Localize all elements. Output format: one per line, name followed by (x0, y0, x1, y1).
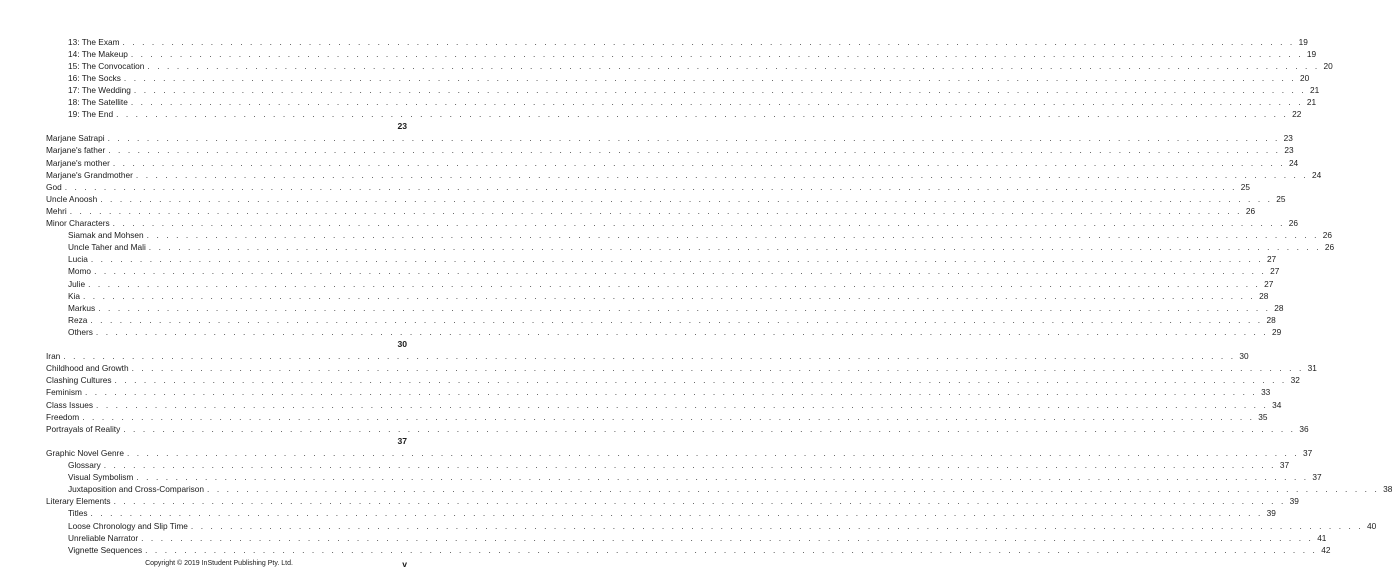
toc-entry-title: Markus (68, 302, 96, 313)
dot-leader: . . . . . . . . . . . . . . . . . . . . . . . . . . . . . . . . . . . . . . . . . . . . . . . . . . . . . . . . . . . . . . . . . . . . . . . . . . . . . . . . . . . . . . . . . . . . . . . . . . . . . . . . . . . . . . . . . . . . . . . . (88, 278, 1261, 289)
toc-entry-title: Juxtaposition and Cross-Comparison (68, 484, 205, 495)
dot-leader: . . . . . . . . . . . . . . . . . . . . . . . . . . . . . . . . . . . . . . . . . . . . . . . . . . . . . . . . . . . . . . . . . . . . . . . . . . . . . . . . . . . . . . . . . . . . . . . . . . . . . . . . . . . . . . . . . . . . . . . . (148, 242, 1322, 253)
toc-entry-title: Graphic Novel Genre (46, 447, 124, 458)
toc-entry-title: Marjane's mother (46, 157, 110, 168)
toc-entry[interactable] (46, 362, 1317, 374)
toc-entry-title: 13: The Exam (68, 36, 120, 47)
toc-entry[interactable] (68, 278, 1274, 290)
toc-entry-title: Freedom (46, 411, 80, 422)
toc-entry[interactable] (68, 483, 1392, 495)
toc-entry[interactable] (46, 374, 1300, 386)
toc-entry[interactable] (46, 157, 1299, 169)
dot-leader: . . . . . . . . . . . . . . . . . . . . . . . . . . . . . . . . . . . . . . . . . . . . . . . . . . . . . . . . . . . . . . . . . . . . . . . . . . . . . . . . . . . . . . . . . . . . . . . . . . . . . . . . . . . . . . . . . . . . . . . . (69, 205, 1243, 216)
toc-entry-page: 26 (1324, 242, 1335, 253)
dot-leader: . . . . . . . . . . . . . . . . . . . . . . . . . . . . . . . . . . . . . . . . . . . . . . . . . . . . . . . . . . . . . . . . . . . . . . . . . . . . . . . . . . . . . . . . . . . . . . . . . . . . . . . . . . . . . . . . . . . . . . . . (107, 133, 1280, 144)
dot-leader: . . . . . . . . . . . . . . . . . . . . . . . . . . . . . . . . . . . . . . . . . . . . . . . . . . . . . . . . . . . . . . . . . . . . . . . . . . . . . . . . . . . . . . . . . . . . . . . . . . . . . . . . . . . . . . . . . . . . . . . . (82, 411, 1255, 422)
toc-chapter-entry[interactable] (0, 435, 407, 447)
toc-entry-page: 26 (1288, 218, 1298, 228)
toc-entry[interactable] (46, 399, 1282, 411)
dot-leader: . . . . . . . . . . . . . . . . . . . . . . . . . . . . . . . . . . . . . . . . . . . . . . . . . . . . . . . . . . . . . . . . . . . . . . . . . . . . . . . . . . . . . . . . . . . . . . . . . . . . . . . . . . . . . . . . . . . . . . . . (123, 72, 1297, 83)
toc-entry[interactable] (68, 544, 1331, 556)
toc-entry[interactable] (68, 459, 1290, 471)
dot-leader: . . . . . . . . . . . . . . . . . . . . . . . . . . . . . . . . . . . . . . . . . . . . . . . . . . . . . . . . . . . . . . . . . . . . . . . . . . . . . . . . . . . . . . . . . . . . . . . . . . . . . . . . . . . . . . . . . . . . . . . . (123, 423, 1296, 434)
toc-entry-page: 30 (1239, 351, 1249, 362)
toc-entry-page: 19 (1306, 48, 1317, 59)
toc-entry-title: Minor Characters (46, 218, 110, 228)
toc-entry-page: 23 (1284, 145, 1294, 156)
toc-entry-title: God (46, 181, 62, 192)
dot-leader: . . . . . . . . . . . . . . . . . . . . . . . . . . . . . . . . . . . . . . . . . . . . . . . . . . . . . . . . . . . . . . . . . . . . . . . . . . . . . . . . . . . . . . . . . . . . . . . . . . . . . . . . . . . . . . . . . . . . . . . . (108, 145, 1281, 156)
dot-leader: . . . . . . . . . . . . . . . . . . . . . . . . . . . . . . . . . . . . . . . . . . . . . . . . . . . . . . . . . . . . . . . . . . . . . . . . . . . . . . . . . . . . . . . . . . . . . . . . . . . . . . . . . . . . . . . . . . . . . . . . (100, 193, 1273, 204)
toc-entry[interactable] (68, 253, 1277, 265)
toc-entry-page: 37 (1279, 460, 1290, 470)
toc-entry-title: Marjane's Grandmother (46, 169, 133, 180)
toc-entry-title: Titles (68, 508, 88, 519)
toc-entry-title: Mehri (46, 205, 67, 216)
toc-entry-page: 31 (1307, 363, 1317, 374)
toc-entry-title: Visual Symbolism (68, 472, 134, 483)
dot-leader: . . . . . . . . . . . . . . . . . . . . . . . . . . . . . . . . . . . . . . . . . . . . . . . . . . . . . . . . . . . . . . . . . . . . . . . . . . . . . . . . . . . . . . . . . . . . . . . . . . . . . . . . . . . . . . . . . . . . . . . . (95, 326, 1269, 337)
toc-entry[interactable] (46, 193, 1286, 205)
toc-entry[interactable] (46, 386, 1271, 398)
toc-chapter-entry[interactable] (0, 120, 407, 132)
toc-entry[interactable] (68, 229, 1332, 241)
toc-entry[interactable] (68, 96, 1317, 108)
toc-entry-page: 42 (1321, 544, 1331, 555)
dot-leader: . . . . . . . . . . . . . . . . . . . . . . . . . . . . . . . . . . . . . . . . . . . . . . . . . . . . . . . . . . . . . . . . . . . . . . . . . . . . . . . . . . . . . . . . . . . . . . . . . . . . . . . . . . . . . . . . . . . . . . . . (94, 266, 1267, 277)
toc-entry[interactable] (46, 181, 1251, 193)
dot-leader: . . . . . . . . . . . . . . . . . . . . . . . . . . . . . . . . . . . . . . . . . . . . . . . . . . . . . . . . . . . . . . . . . . . . . . . . . . . . . . . . . . . . . . . . . . . . . . . . . . . . . . . . . . . . . . . . . . . . . . . . (133, 84, 1307, 95)
dot-leader: . . . . . . . . . . . . . . . . . . . . . . . . . . . . . . . . . . . . . . . . . . . . . . . . . . . . . . . . . . . . . . . . . . . . . . . . . . . . . . . . . . . . . . . . . . . . . . . . . . . . . . . . . . . . . . . . . . . . . . . . (112, 157, 1286, 168)
toc-entry-title: 15: The Convocation (68, 60, 145, 71)
toc-entry[interactable] (46, 217, 1298, 229)
toc-entry[interactable] (68, 471, 1322, 483)
toc-entry[interactable] (68, 302, 1284, 314)
toc-entry[interactable] (68, 507, 1276, 519)
toc-entry-title: 17: The Wedding (68, 84, 131, 95)
toc-entry-title: Iran (46, 351, 61, 362)
dot-leader: . . . . . . . . . . . . . . . . . . . . . . . . . . . . . . . . . . . . . . . . . . . . . . . . . . . . . . . . . . . . . . . . . . . . . . . . . . . . . . . . . . . . . . . . . . . . . . . . . . . . . . . . . . . . . . . . . . . . . . . . (135, 169, 1309, 180)
dot-leader: . . . . . . . . . . . . . . . . . . . . . . . . . . . . . . . . . . . . . . . . . . . . . . . . . . . . . . . . . . . . . . . . . . . . . . . . . . . . . . . . . . . . . . . . . . . . . . . . . . . . . . . . . . . . . . . . . . . . . . . . (64, 181, 1238, 192)
toc-entry-title: 19: The End (68, 109, 114, 120)
toc-entry[interactable] (68, 36, 1308, 48)
toc-entry-page: 28 (1266, 314, 1276, 325)
toc-entry[interactable] (68, 72, 1310, 84)
toc-entry-title: Glossary (68, 460, 101, 470)
toc-entry[interactable] (68, 84, 1320, 96)
toc-entry-title: Loose Chronology and Slip Time (68, 520, 188, 531)
dot-leader: . . . . . . . . . . . . . . . . . . . . . . . . . . . . . . . . . . . . . . . . . . . . . . . . . . . . . . . . . . . . . . . . . . . . . . . . . . . . . . . . . . . . . . . . . . . . . . . . . . . . . . . . . . . . . . . . . . . . . . . . (114, 375, 1287, 386)
toc-entry-title: Unreliable Narrator (68, 532, 139, 543)
copyright-notice: Copyright © 2019 InStudent Publishing Pty. Ltd. (145, 560, 293, 567)
toc-entry-title: Marjane Satrapi (46, 133, 105, 144)
toc-entry[interactable] (68, 48, 1317, 60)
toc-entry-title: 14: The Makeup (68, 48, 128, 59)
page-number: v (402, 559, 407, 569)
toc-entry-title: Uncle Anoosh (46, 193, 98, 204)
dot-leader: . . . . . . . . . . . . . . . . . . . . . . . . . . . . . . . . . . . . . . . . . . . . . . . . . . . . . . . . . . . . . . . . . . . . . . . . . . . . . . . . . . . . . . . . . . . . . . . . . . . . . . . . . . . . . . . . . . . . . . . . (90, 254, 1264, 265)
toc-entry-page: 23 (1283, 133, 1293, 144)
toc-entry[interactable] (46, 169, 1322, 181)
toc-entry-page: 35 (1258, 411, 1268, 422)
toc-entry-page: 41 (1317, 532, 1327, 543)
toc-entry-page: 30 (397, 339, 407, 349)
toc-entry[interactable] (68, 520, 1377, 532)
dot-leader: . . . . . . . . . . . . . . . . . . . . . . . . . . . . . . . . . . . . . . . . . . . . . . . . . . . . . . . . . . . . . . . . . . . . . . . . . . . . . . . . . . . . . . . . . . . . . . . . . . . . . . . . . . . . . . . . . . . . . . . . (130, 48, 1304, 59)
toc-entry[interactable] (46, 350, 1249, 362)
dot-leader: . . . . . . . . . . . . . . . . . . . . . . . . . . . . . . . . . . . . . . . . . . . . . . . . . . . . . . . . . . . . . . . . . . . . . . . . . . . . . . . . . . . . . . . . . . . . . . . . . . . . . . . . . . . . . . . . . . . . . . . . (90, 314, 1263, 325)
toc-entry-title: Lucia (68, 254, 88, 265)
toc-entry-page: 28 (1259, 290, 1269, 301)
dot-leader: . . . . . . . . . . . . . . . . . . . . . . . . . . . . . . . . . . . . . . . . . . . . . . . . . . . . . . . . . . . . . . . . . . . . . . . . . . . . . . . . . . . . . . . . . . . . . . . . . . . . . . . . . . . . . . . . . . . . . . . . (63, 351, 1236, 362)
toc-entry[interactable] (68, 60, 1333, 72)
dot-leader: . . . . . . . . . . . . . . . . . . . . . . . . . . . . . . . . . . . . . . . . . . . . . . . . . . . . . . . . . . . . . . . . . . . . . . . . . . . . . . . . . . . . . . . . . . . . . . . . . . . . . . . . . . . . . . . . . . . . . . . . (145, 544, 1318, 555)
toc-entry[interactable] (46, 411, 1268, 423)
toc-entry-page: 37 (397, 435, 407, 446)
toc-entry[interactable] (46, 132, 1293, 144)
dot-leader: . . . . . . . . . . . . . . . . . . . . . . . . . . . . . . . . . . . . . . . . . . . . . . . . . . . . . . . . . . . . . . . . . . . . . . . . . . . . . . . . . . . . . . . . . . . . . . . . . . . . . . . . . . . . . . . . . . . . . . . . (96, 399, 1269, 410)
toc-entry[interactable] (68, 532, 1327, 544)
toc-entry-title: Kia (68, 290, 80, 301)
toc-entry-page: 23 (397, 121, 407, 132)
page-footer (0, 558, 438, 570)
toc-entry-page: 21 (1306, 97, 1317, 107)
toc-entry-title: Vignette Sequences (68, 544, 143, 555)
toc-entry-title: Marjane's father (46, 145, 106, 156)
toc-entry-title: Childhood and Growth (46, 363, 129, 374)
toc-entry-page: 37 (1312, 472, 1322, 483)
dot-leader: . . . . . . . . . . . . . . . . . . . . . . . . . . . . . . . . . . . . . . . . . . . . . . . . . . . . . . . . . . . . . . . . . . . . . . . . . . . . . . . . . . . . . . . . . . . . . . . . . . . . . . . . . . . . . . . . . . . . . . . . (147, 60, 1320, 71)
toc-entry[interactable] (46, 423, 1309, 435)
toc-entry[interactable] (68, 241, 1335, 253)
toc-entry[interactable] (68, 108, 1302, 120)
toc-entry-page: 25 (1240, 181, 1251, 192)
toc-entry-title: Others (68, 326, 93, 337)
dot-leader: . . . . . . . . . . . . . . . . . . . . . . . . . . . . . . . . . . . . . . . . . . . . . . . . . . . . . . . . . . . . . . . . . . . . . . . . . . . . . . . . . . . . . . . . . . . . . . . . . . . . . . . . . . . . . . . . . . . . . . . . (84, 387, 1258, 398)
toc-entry-page: 27 (1266, 254, 1277, 265)
dot-leader: . . . . . . . . . . . . . . . . . . . . . . . . . . . . . . . . . . . . . . . . . . . . . . . . . . . . . . . . . . . . . . . . . . . . . . . . . . . . . . . . . . . . . . . . . . . . . . . . . . . . . . . . . . . . . . . . . . . . . . . . (103, 460, 1277, 470)
dot-leader: . . . . . . . . . . . . . . . . . . . . . . . . . . . . . . . . . . . . . . . . . . . . . . . . . . . . . . . . . . . . . . . . . . . . . . . . . . . . . . . . . . . . . . . . . . . . . . . . . . . . . . . . . . . . . . . . . . . . . . . . (190, 520, 1364, 531)
dot-leader: . . . . . . . . . . . . . . . . . . . . . . . . . . . . . . . . . . . . . . . . . . . . . . . . . . . . . . . . . . . . . . . . . . . . . . . . . . . . . . . . . . . . . . . . . . . . . . . . . . . . . . . . . . . . . . . . . . . . . . . . (141, 532, 1314, 543)
toc-entry-page: 26 (1322, 230, 1332, 241)
toc-entry[interactable] (46, 495, 1299, 507)
toc-entry-page: 24 (1312, 169, 1322, 180)
toc-entry-page: 40 (1367, 520, 1377, 531)
dot-leader: . . . . . . . . . . . . . . . . . . . . . . . . . . . . . . . . . . . . . . . . . . . . . . . . . . . . . . . . . . . . . . . . . . . . . . . . . . . . . . . . . . . . . . . . . . . . . . . . . . . . . . . . . . . . . . . . . . . . . . . . (207, 484, 1380, 495)
toc-entry[interactable] (46, 447, 1313, 459)
toc-entry-page: 39 (1289, 496, 1299, 507)
toc-entry-page: 39 (1266, 508, 1276, 519)
toc-entry-title: Julie (68, 278, 86, 289)
toc-entry-title: Uncle Taher and Mali (68, 242, 146, 253)
dot-leader: . . . . . . . . . . . . . . . . . . . . . . . . . . . . . . . . . . . . . . . . . . . . . . . . . . . . . . . . . . . . . . . . . . . . . . . . . . . . . . . . . . . . . . . . . . . . . . . . . . . . . . . . . . . . . . . . . . . . . . . . (83, 290, 1256, 301)
toc-entry-title: Clashing Cultures (46, 375, 112, 386)
dot-leader: . . . . . . . . . . . . . . . . . . . . . . . . . . . . . . . . . . . . . . . . . . . . . . . . . . . . . . . . . . . . . . . . . . . . . . . . . . . . . . . . . . . . . . . . . . . . . . . . . . . . . . . . . . . . . . . . . . . . . . . . (130, 97, 1304, 107)
toc-entry-page: 19 (1298, 36, 1308, 47)
toc-entry[interactable] (68, 314, 1276, 326)
toc-entry-page: 20 (1323, 60, 1333, 71)
toc-entry-page: 20 (1299, 72, 1310, 83)
toc-entry-title: Reza (68, 314, 88, 325)
toc-entry-page: 34 (1272, 399, 1282, 410)
dot-leader: . . . . . . . . . . . . . . . . . . . . . . . . . . . . . . . . . . . . . . . . . . . . . . . . . . . . . . . . . . . . . . . . . . . . . . . . . . . . . . . . . . . . . . . . . . . . . . . . . . . . . . . . . . . . . . . . . . . . . . . . (116, 109, 1289, 120)
toc-entry-title: Literary Elements (46, 496, 111, 507)
toc-entry-page: 33 (1261, 387, 1271, 398)
toc-entry-title: Feminism (46, 387, 82, 398)
toc-entry-page: 27 (1270, 266, 1280, 277)
toc-entry[interactable] (46, 205, 1256, 217)
dot-leader: . . . . . . . . . . . . . . . . . . . . . . . . . . . . . . . . . . . . . . . . . . . . . . . . . . . . . . . . . . . . . . . . . . . . . . . . . . . . . . . . . . . . . . . . . . . . . . . . . . . . . . . . . . . . . . . . . . . . . . . . (146, 230, 1319, 241)
dot-leader: . . . . . . . . . . . . . . . . . . . . . . . . . . . . . . . . . . . . . . . . . . . . . . . . . . . . . . . . . . . . . . . . . . . . . . . . . . . . . . . . . . . . . . . . . . . . . . . . . . . . . . . . . . . . . . . . . . . . . . . . (122, 36, 1295, 47)
toc-entry-page: 29 (1272, 326, 1282, 337)
toc-entry-page: 32 (1290, 375, 1300, 386)
toc-chapter-entry[interactable] (0, 338, 407, 350)
toc-entry-title: Portrayals of Reality (46, 423, 121, 434)
dot-leader: . . . . . . . . . . . . . . . . . . . . . . . . . . . . . . . . . . . . . . . . . . . . . . . . . . . . . . . . . . . . . . . . . . . . . . . . . . . . . . . . . . . . . . . . . . . . . . . . . . . . . . . . . . . . . . . . . . . . . . . . (136, 472, 1309, 483)
toc-entry-page: 37 (1303, 447, 1313, 458)
toc-entry-page: 36 (1299, 423, 1309, 434)
toc-entry[interactable] (68, 326, 1282, 338)
toc-entry-page: 28 (1274, 302, 1284, 313)
toc-entry-title: Momo (68, 266, 92, 277)
toc-entry[interactable] (46, 144, 1294, 156)
toc-entry-page: 25 (1276, 193, 1286, 204)
toc-entry[interactable] (68, 265, 1280, 277)
toc-entry-page: 26 (1245, 205, 1256, 216)
toc-entry-page: 21 (1309, 84, 1320, 95)
dot-leader: . . . . . . . . . . . . . . . . . . . . . . . . . . . . . . . . . . . . . . . . . . . . . . . . . . . . . . . . . . . . . . . . . . . . . . . . . . . . . . . . . . . . . . . . . . . . . . . . . . . . . . . . . . . . . . . . . . . . . . . . (126, 447, 1300, 458)
toc-entry-title: 16: The Socks (68, 72, 121, 83)
toc-entry-title: Class Issues (46, 399, 94, 410)
toc-entry-title: Siamak and Mohsen (68, 230, 144, 241)
dot-leader: . . . . . . . . . . . . . . . . . . . . . . . . . . . . . . . . . . . . . . . . . . . . . . . . . . . . . . . . . . . . . . . . . . . . . . . . . . . . . . . . . . . . . . . . . . . . . . . . . . . . . . . . . . . . . . . . . . . . . . . . (131, 363, 1304, 374)
toc-entry-page: 38 (1383, 484, 1392, 495)
dot-leader: . . . . . . . . . . . . . . . . . . . . . . . . . . . . . . . . . . . . . . . . . . . . . . . . . . . . . . . . . . . . . . . . . . . . . . . . . . . . . . . . . . . . . . . . . . . . . . . . . . . . . . . . . . . . . . . . . . . . . . . . (98, 302, 1271, 313)
toc-entry-page: 27 (1264, 278, 1274, 289)
dot-leader: . . . . . . . . . . . . . . . . . . . . . . . . . . . . . . . . . . . . . . . . . . . . . . . . . . . . . . . . . . . . . . . . . . . . . . . . . . . . . . . . . . . . . . . . . . . . . . . . . . . . . . . . . . . . . . . . . . . . . . . . (90, 508, 1263, 519)
toc-entry-title: 18: The Satellite (68, 97, 128, 107)
dot-leader: . . . . . . . . . . . . . . . . . . . . . . . . . . . . . . . . . . . . . . . . . . . . . . . . . . . . . . . . . . . . . . . . . . . . . . . . . . . . . . . . . . . . . . . . . . . . . . . . . . . . . . . . . . . . . . . . . . . . . . . . (113, 496, 1286, 507)
toc-entry-page: 24 (1288, 157, 1299, 168)
toc-entry[interactable] (68, 290, 1269, 302)
toc-entry-page: 22 (1292, 109, 1302, 120)
dot-leader: . . . . . . . . . . . . . . . . . . . . . . . . . . . . . . . . . . . . . . . . . . . . . . . . . . . . . . . . . . . . . . . . . . . . . . . . . . . . . . . . . . . . . . . . . . . . . . . . . . . . . . . . . . . . . . . . . . . . . . . . (112, 218, 1285, 228)
